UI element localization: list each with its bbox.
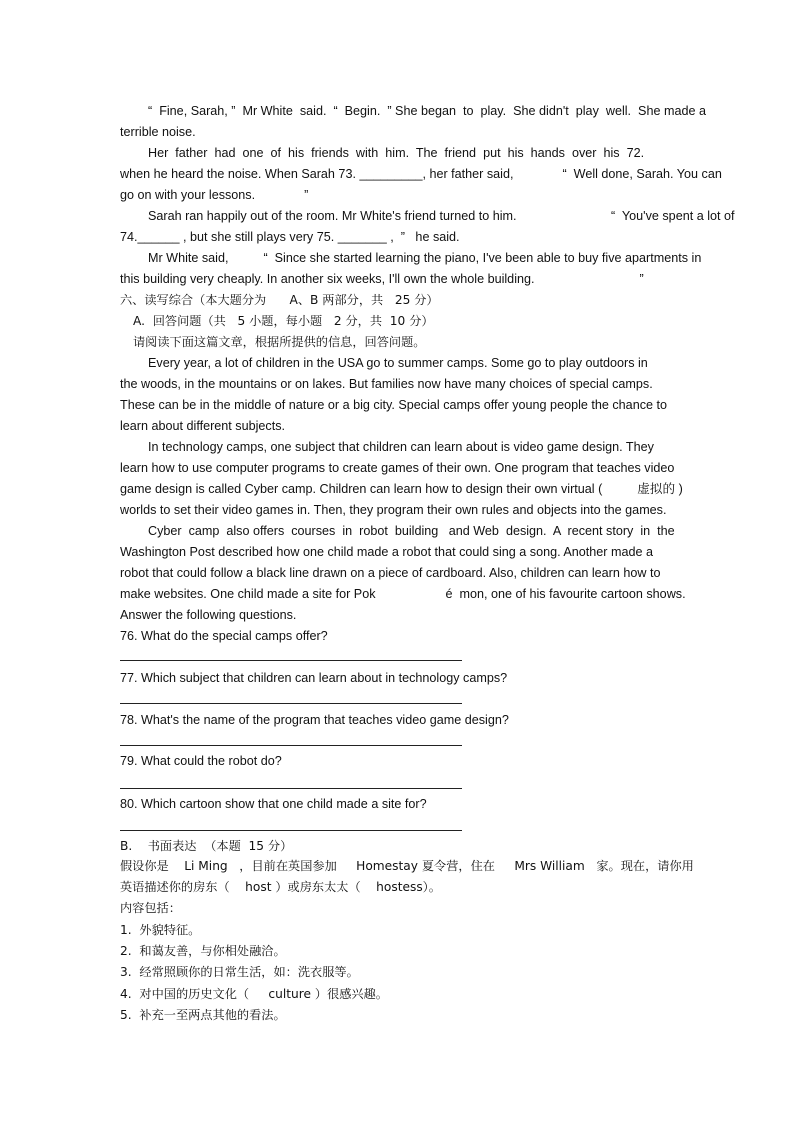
passage-line: These can be in the middle of nature or a big city. Special camps offer young people the chance to — [120, 398, 667, 412]
question-78: 78. What's the name of the program that teaches video game design? — [120, 713, 509, 727]
passage-line: robot that could follow a black line drawn on a piece of cardboard. Also, children can learn how to — [120, 566, 661, 580]
passage-line: the woods, in the mountains or on lakes. But families now have many choices of special camps. — [120, 377, 653, 391]
question-79: 79. What could the robot do? — [120, 754, 282, 768]
story-line: when he heard the noise. When Sarah 73. _________, her father said, “ Well done, Sarah. You can — [120, 167, 722, 181]
passage-line: learn how to use computer programs to create games of their own. One program that teaches video — [120, 461, 675, 475]
task-line: 假设你是 Li Ming ，目前在英国参加 Homestay 夏令营，住在 Mrs William 家。现在，请你用 — [120, 859, 694, 873]
instruction-text: 请阅读下面这篇文章，根据所提供的信息，回答问题。 — [133, 335, 426, 349]
section-heading: 六、读写综合（本大题分为 A、B 两部分，共 25 分） — [120, 293, 439, 307]
content-point: 5. 补充一至两点其他的看法。 — [120, 1008, 286, 1022]
passage-line: worlds to set their video games in. Then, they program their own rules and objects into the games. — [120, 503, 667, 517]
task-line: 英语描述你的房东（ host ）或房东太太（ hostess）。 — [120, 880, 441, 894]
part-a-heading: A. 回答问题（共 5 小题，每小题 2 分，共 10 分） — [133, 314, 434, 328]
story-line: Sarah ran happily out of the room. Mr White's friend turned to him. “ You've spent a lot of — [148, 209, 735, 223]
story-line: this building very cheaply. In another six weeks, I'll own the whole building. ” — [120, 272, 644, 286]
passage-line: Washington Post described how one child made a robot that could sing a song. Another made a — [120, 545, 654, 559]
content-point: 1. 外貌特征。 — [120, 923, 201, 937]
passage-line: make websites. One child made a site for Pok é mon, one of his favourite cartoon shows. — [120, 587, 686, 601]
answer-line-80[interactable] — [120, 830, 462, 831]
answer-line-78[interactable] — [120, 745, 462, 746]
story-line: go on with your lessons. ” — [120, 188, 309, 202]
question-80: 80. Which cartoon show that one child made a site for? — [120, 797, 427, 811]
passage-line: game design is called Cyber camp. Children can learn how to design their own virtual ( 虚拟的 ) — [120, 482, 683, 496]
answer-line-79[interactable] — [120, 788, 462, 789]
questions-prompt: Answer the following questions. — [120, 608, 297, 622]
answer-line-76[interactable] — [120, 660, 462, 661]
story-line: terrible noise. — [120, 125, 196, 139]
passage-line: In technology camps, one subject that children can learn about is video game design. They — [148, 440, 654, 454]
answer-line-77[interactable] — [120, 703, 462, 704]
part-b-heading: B. 书面表达 （本题 15 分） — [120, 839, 293, 853]
story-line: Her father had one of his friends with him. The friend put his hands over his 72. — [148, 146, 645, 160]
content-point: 4. 对中国的历史文化（ culture ）很感兴趣。 — [120, 987, 388, 1001]
story-line: Mr White said, “ Since she started learning the piano, I've been able to buy five apartments in — [148, 251, 702, 265]
content-point: 2. 和蔼友善，与你相处融洽。 — [120, 944, 286, 958]
question-77: 77. Which subject that children can learn about in technology camps? — [120, 671, 508, 685]
question-76: 76. What do the special camps offer? — [120, 629, 328, 643]
content-point: 3. 经常照顾你的日常生活，如：洗衣服等。 — [120, 965, 359, 979]
story-line: 74.______ , but she still plays very 75. _______ , ” he said. — [120, 230, 460, 244]
passage-line: Every year, a lot of children in the USA go to summer camps. Some go to play outdoors in — [148, 356, 648, 370]
passage-line: learn about different subjects. — [120, 419, 285, 433]
passage-line: Cyber camp also offers courses in robot building and Web design. A recent story in the — [148, 524, 675, 538]
story-line: “ Fine, Sarah, ” Mr White said. “ Begin. ” She began to play. She didn't play well. She made a — [148, 104, 706, 118]
content-label: 内容包括： — [120, 901, 181, 915]
